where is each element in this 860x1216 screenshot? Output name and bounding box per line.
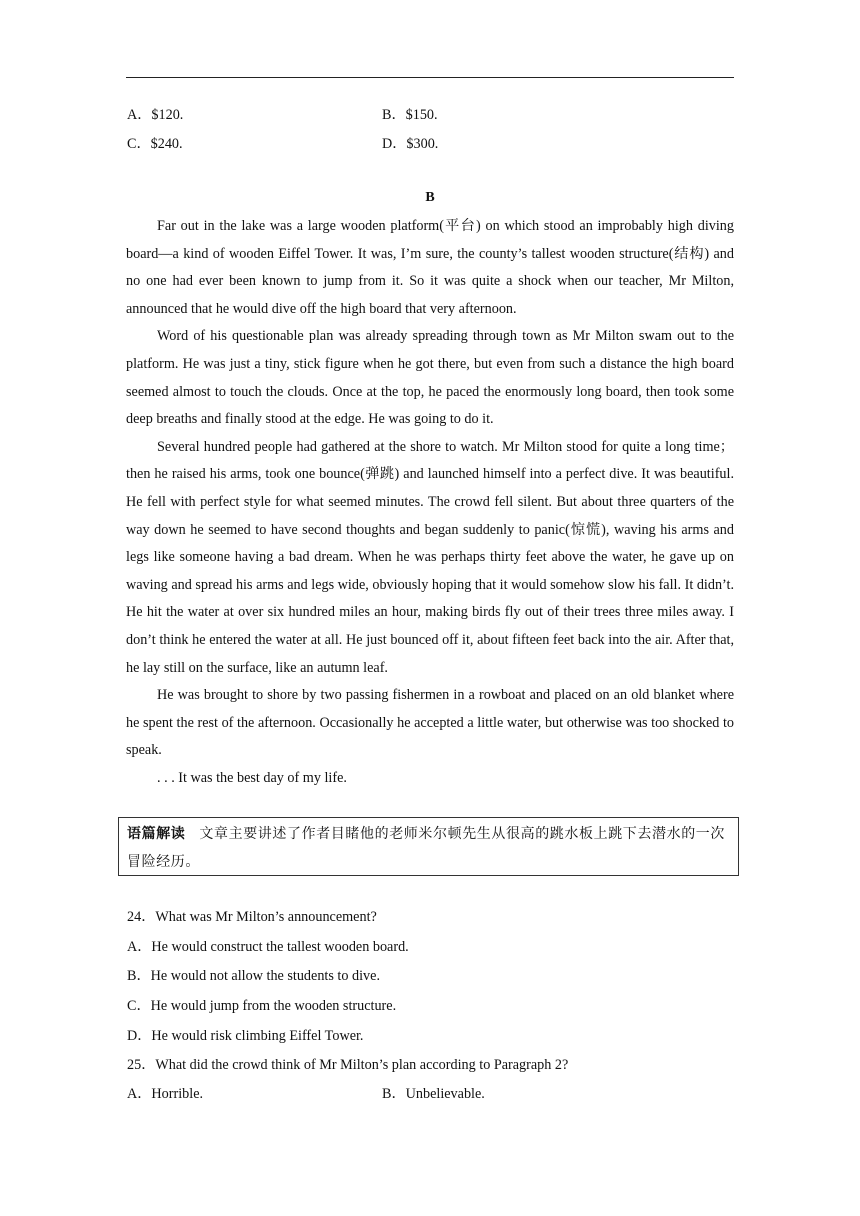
passage-paragraph-5: . . . It was the best day of my life. [157, 769, 347, 786]
analysis-label: 语篇解读 [127, 826, 186, 842]
question-25-option-b: B．Unbelievable. [382, 1086, 485, 1102]
prev-option-d: D．$300. [382, 136, 439, 152]
analysis-text: 文章主要讲述了作者目睹他的老师米尔顿先生从很高的跳水板上跳下去潜水的一次冒险经历。 [127, 826, 726, 870]
section-label: B [425, 190, 435, 205]
reading-passage [126, 213, 734, 792]
prev-option-c: C．$240. [127, 136, 183, 152]
question-24-option-b: B．He would not allow the students to dive. [127, 968, 380, 984]
question-25-stem: 25．What did the crowd think of Mr Milton’s plan according to Paragraph 2? [127, 1057, 569, 1073]
question-24-option-d: D．He would risk climbing Eiffel Tower. [127, 1028, 364, 1044]
question-24-option-c: C．He would jump from the wooden structure. [127, 998, 397, 1014]
question-25-option-a: A．Horrible. [127, 1086, 204, 1102]
passage-paragraph-1: Far out in the lake was a large wooden platform(平台) on which stood an improbably high diving board—a kind of wooden Eiffel Tower. It was, I’m sure, the county’s tallest wooden structure(结构) and no one had ever been known to jump from it. So it was quite a shock when our teacher, Mr Milton, announced that he would dive off the high board that very afternoon. [126, 218, 734, 317]
question-24-option-a: A．He would construct the tallest wooden board. [127, 939, 409, 955]
passage-paragraph-2: Word of his questionable plan was already spreading through town as Mr Milton swam out to the platform. He was just a tiny, stick figure when he got there, but even from such a distance the high board seemed almost to touch the clouds. Once at the top, he paced the enormously long board, then took some deep breaths and finally stood at the edge. He was going to do it. [126, 328, 734, 428]
question-24-stem: 24．What was Mr Milton’s announcement? [127, 909, 377, 925]
passage-analysis-box [118, 817, 739, 876]
passage-paragraph-4: He was brought to shore by two passing fishermen in a rowboat and placed on an old blanket where he spent the rest of the afternoon. Occasionally he accepted a little water, but otherwise was too shocked to speak. [126, 687, 734, 759]
prev-option-b: B．$150. [382, 107, 438, 123]
prev-option-a: A．$120. [127, 107, 184, 123]
header-rule [126, 77, 734, 78]
passage-paragraph-3: Several hundred people had gathered at the shore to watch. Mr Milton stood for quite a long time；then he raised his arms, took one bounce(弹跳) and launched himself into a perfect dive. It was beautiful. He fell with perfect style for what seemed minutes. The crowd fell silent. But about three quarters of the way down he seemed to have second thoughts and began suddenly to panic(惊慌), waving his arms and legs like someone having a bad dream. When he was perhaps thirty feet above the water, he gave up on waving and spread his arms and legs wide, obviously hoping that it would somehow slow his fall. It didn’t. He hit the water at over six hundred miles an hour, making birds fly out of their trees three miles away. I don’t think he entered the water at all. He just bounced off it, about fifteen feet back into the air. After that, he lay still on the surface, like an autumn leaf. [126, 438, 734, 676]
